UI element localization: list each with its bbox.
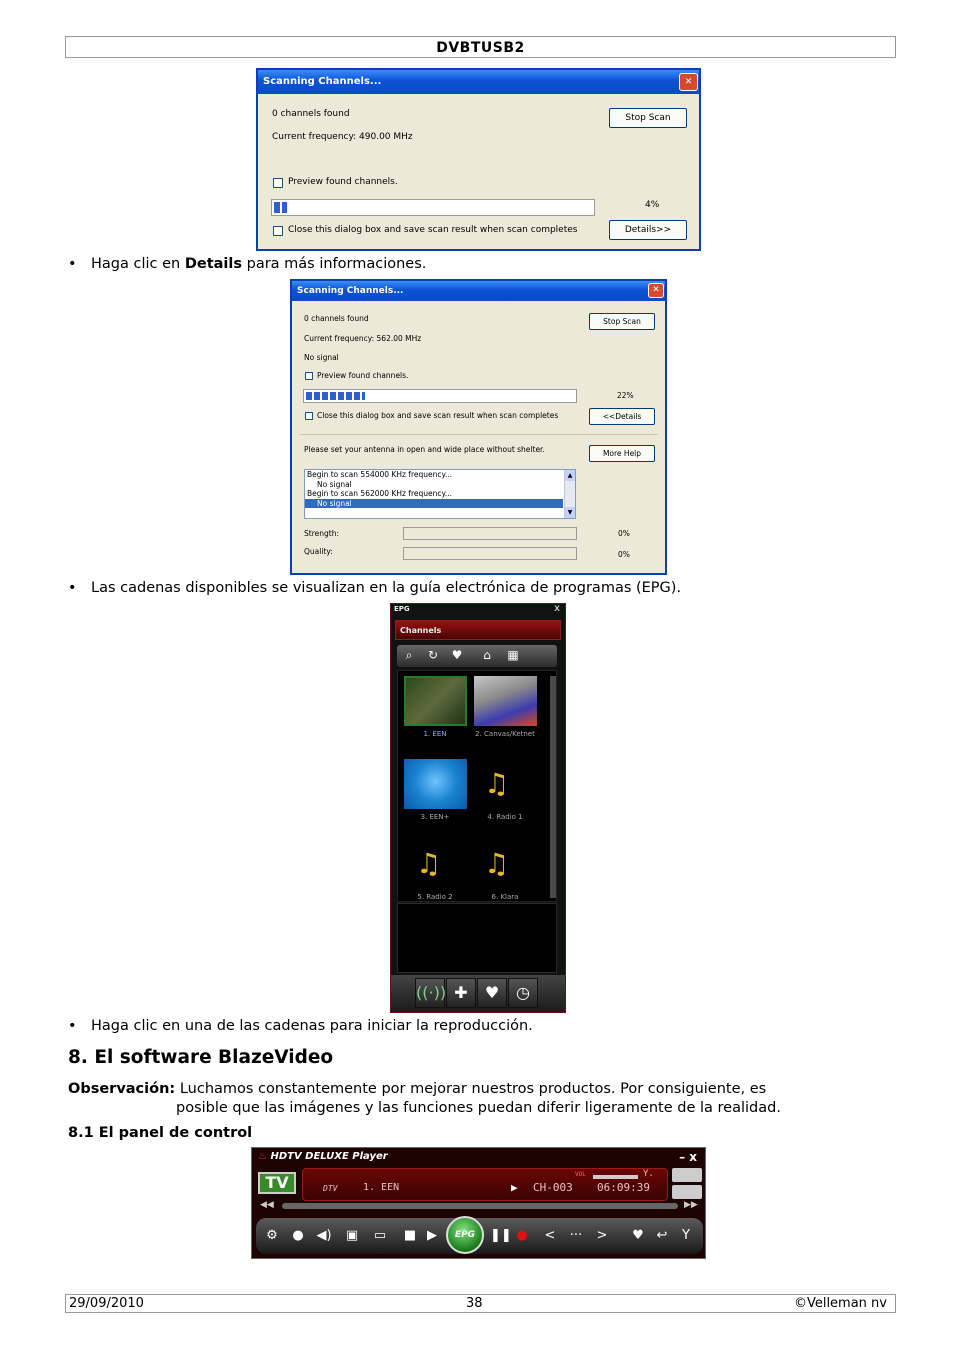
- close-icon[interactable]: ✕: [648, 283, 664, 298]
- dialog-title: Scanning Channels...: [297, 286, 404, 296]
- puzzle-icon[interactable]: ✚: [446, 978, 476, 1008]
- channel-label: 2. Canvas/Ketnet: [475, 730, 535, 738]
- player-title: [258, 1151, 388, 1162]
- scanning-details-dialog: [290, 279, 667, 575]
- observation-label: Observación:: [68, 1081, 176, 1097]
- channel-label: 1. EEN: [423, 730, 447, 738]
- dialog-titlebar: [258, 70, 699, 94]
- dialog-titlebar: [292, 281, 665, 301]
- details-button[interactable]: <<Details: [589, 408, 655, 425]
- folder-icon[interactable]: ▭: [373, 1228, 387, 1243]
- mode-text: DTV: [323, 1184, 338, 1193]
- bullet-text-post: para más informaciones.: [242, 256, 427, 272]
- subtitle-icon[interactable]: ●: [292, 1228, 304, 1243]
- preview-checkbox[interactable]: [273, 178, 283, 188]
- log-scrollbar[interactable]: [564, 470, 575, 518]
- quality-label: Quality:: [304, 547, 333, 556]
- scroll-down-icon[interactable]: ▼: [565, 507, 575, 518]
- time-display: 06:09:39: [597, 1181, 650, 1194]
- channel-name: 1. EEN: [363, 1182, 400, 1193]
- close-save-checkbox[interactable]: [273, 226, 283, 236]
- more-help-button[interactable]: More Help: [589, 445, 655, 462]
- channels-found-text: 0 channels found: [304, 314, 369, 323]
- scan-log-list[interactable]: [304, 469, 576, 519]
- scan-progress-bar: [303, 389, 577, 403]
- channel-scrollbar[interactable]: [550, 676, 556, 898]
- details-button[interactable]: Details>>: [609, 220, 687, 240]
- log-line: No signal: [317, 479, 352, 489]
- close-save-label: Close this dialog box and save scan result when scan completes: [288, 225, 578, 235]
- epg-program-panel: [397, 903, 557, 973]
- preview-label: Preview found channels.: [317, 371, 409, 380]
- channel-label: 6. Klara: [491, 893, 519, 901]
- play-icon[interactable]: ▶: [427, 1228, 437, 1243]
- tv-logo: TV: [258, 1172, 296, 1194]
- observation-line1: [68, 1081, 766, 1097]
- observation-line2: posible que las imágenes y las funciones puedan diferir ligeramente de la realidad.: [176, 1100, 781, 1116]
- epg-title: EPG: [394, 605, 410, 613]
- scan-progress-bar: [271, 199, 595, 216]
- bullet-dot: •: [68, 1018, 77, 1034]
- bullet-text-bold: Details: [184, 256, 242, 272]
- signal-icon: Y.: [643, 1169, 654, 1179]
- next-icon[interactable]: >: [596, 1228, 608, 1243]
- player-title-text: HDTV DELUXE Player: [270, 1151, 388, 1162]
- rewind-icon[interactable]: ◀◀: [260, 1200, 274, 1210]
- scroll-up-icon[interactable]: ▲: [565, 470, 575, 481]
- channel-thumbnail[interactable]: [404, 676, 467, 726]
- flame-icon: ♨: [258, 1151, 267, 1162]
- forward-icon[interactable]: ▶▶: [684, 1200, 698, 1210]
- log-line: Begin to scan 554000 KHz frequency...: [307, 470, 453, 479]
- search-icon[interactable]: ⌕: [405, 648, 413, 662]
- page-footer: [65, 1294, 896, 1313]
- close-save-label: Close this dialog box and save scan result when scan completes: [317, 411, 559, 420]
- more-icon[interactable]: ···: [569, 1228, 583, 1243]
- progress-percent: 4%: [645, 200, 660, 210]
- quality-bar: [403, 547, 577, 560]
- close-icon[interactable]: ✕: [679, 73, 698, 91]
- channel-number: CH-003: [533, 1181, 573, 1194]
- observation-text: Luchamos constantemente por mejorar nuestros productos. Por consiguiente, es: [175, 1081, 767, 1097]
- record-icon[interactable]: ⌂: [483, 648, 491, 662]
- document-title: DVBTUSB2: [436, 40, 525, 56]
- player-control-panel: [251, 1147, 706, 1259]
- frequency-text: Current frequency: 490.00 MHz: [272, 132, 413, 142]
- volume-slider[interactable]: [593, 1175, 638, 1179]
- footer-page-number: 38: [466, 1296, 483, 1311]
- dialog-title: Scanning Channels...: [263, 76, 382, 87]
- scan-progress-fill: [306, 392, 365, 400]
- subsection-heading: 8.1 El panel de control: [68, 1125, 253, 1141]
- antenna-note: Please set your antenna in open and wide place without shelter.: [304, 445, 545, 454]
- footer-date: 29/09/2010: [69, 1296, 144, 1311]
- side-button-top[interactable]: [672, 1168, 702, 1182]
- vol-label: VOL: [575, 1171, 586, 1178]
- bullet-text: Las cadenas disponibles se visualizan en la guía electrónica de programas (EPG).: [91, 580, 682, 596]
- grid-view-icon[interactable]: ▦: [507, 648, 519, 662]
- bullet-dot: •: [68, 580, 77, 596]
- scan-progress-fill: [274, 202, 287, 213]
- epg-window: [390, 603, 566, 1013]
- log-line-selected: No signal: [305, 499, 563, 509]
- page-header: [65, 36, 896, 58]
- log-line: Begin to scan 562000 KHz frequency...: [307, 489, 453, 498]
- record-icon[interactable]: ●: [516, 1228, 528, 1243]
- close-save-checkbox[interactable]: [305, 412, 313, 420]
- favorite-icon[interactable]: ♥: [451, 648, 463, 662]
- clock-icon[interactable]: ◷: [508, 978, 538, 1008]
- bullet-dot: •: [68, 256, 77, 272]
- preview-label: Preview found channels.: [288, 177, 398, 187]
- epg-button[interactable]: EPG: [446, 1216, 484, 1254]
- add-favorite-icon[interactable]: ♥: [632, 1228, 644, 1243]
- signal-text: No signal: [304, 353, 339, 362]
- channels-header: Channels: [395, 620, 561, 640]
- channel-label: 5. Radio 2: [417, 893, 453, 901]
- seek-bar[interactable]: [282, 1203, 678, 1209]
- stop-scan-button[interactable]: Stop Scan: [609, 108, 687, 128]
- epg-tabbar: [391, 975, 565, 1013]
- window-controls[interactable]: – x: [679, 1150, 697, 1164]
- antenna-icon[interactable]: Y: [682, 1228, 690, 1243]
- progress-percent: 22%: [617, 391, 634, 400]
- frequency-text: Current frequency: 562.00 MHz: [304, 334, 422, 343]
- strength-value: 0%: [618, 529, 630, 538]
- antenna-icon[interactable]: ((·)): [415, 978, 445, 1008]
- player-display: [302, 1168, 668, 1201]
- channel-label: 4. Radio 1: [487, 813, 523, 821]
- preview-checkbox[interactable]: [305, 372, 313, 380]
- radio-icon[interactable]: ♫: [416, 847, 442, 880]
- channel-thumbnail[interactable]: [474, 676, 537, 726]
- quality-value: 0%: [618, 550, 630, 559]
- stop-scan-button[interactable]: Stop Scan: [589, 313, 655, 330]
- epg-toolbar: [397, 645, 557, 667]
- channels-found-text: 0 channels found: [272, 109, 350, 119]
- bullet-text: [91, 256, 426, 272]
- strength-bar: [403, 527, 577, 540]
- heart-icon[interactable]: ♥: [477, 978, 507, 1008]
- stop-icon[interactable]: ■: [403, 1228, 417, 1243]
- pause-icon[interactable]: ❚❚: [490, 1228, 512, 1243]
- divider: [300, 434, 658, 435]
- footer-company: ©Velleman nv: [793, 1296, 887, 1311]
- radio-icon[interactable]: ♫: [484, 767, 510, 800]
- radio-icon[interactable]: ♫: [484, 847, 510, 880]
- previous-icon[interactable]: <: [544, 1228, 556, 1243]
- return-icon[interactable]: ↩: [656, 1228, 668, 1243]
- bullet-text-pre: Haga clic en: [91, 256, 185, 272]
- play-state-icon: ▶: [511, 1181, 518, 1194]
- bullet-text: Haga clic en una de las cadenas para iniciar la reproducción.: [91, 1018, 533, 1034]
- section-heading: 8. El software BlazeVideo: [68, 1047, 334, 1068]
- close-icon[interactable]: x: [554, 603, 560, 614]
- channel-label: 3. EEN+: [420, 813, 450, 821]
- side-button-bottom[interactable]: [672, 1185, 702, 1199]
- refresh-icon[interactable]: ↻: [427, 648, 439, 662]
- volume-icon[interactable]: ◀): [316, 1228, 332, 1243]
- strength-label: Strength:: [304, 529, 339, 538]
- channel-thumbnail[interactable]: [404, 759, 467, 809]
- settings-icon[interactable]: ⚙: [266, 1228, 278, 1243]
- scanning-dialog: [256, 68, 701, 251]
- snapshot-icon[interactable]: ▣: [345, 1228, 359, 1243]
- channel-grid: [397, 670, 557, 902]
